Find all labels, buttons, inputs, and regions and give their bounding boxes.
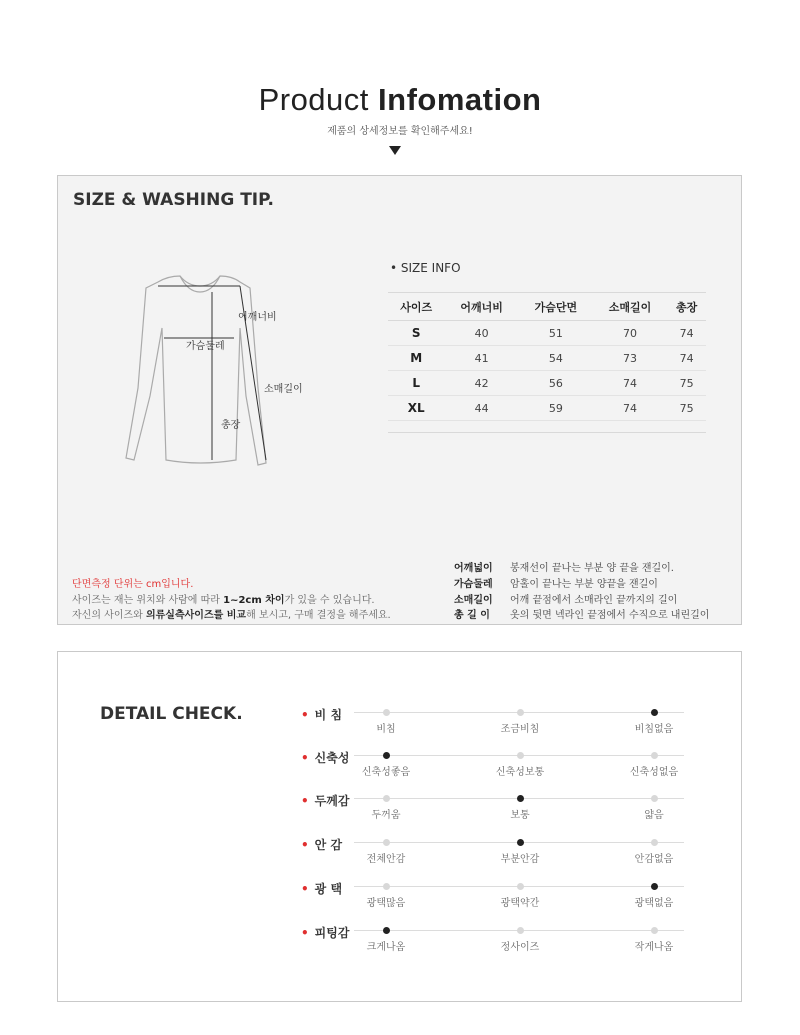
selected-dot-icon [651,709,658,716]
note-compare-c: 해 보시고, 구매 결정을 해주세요. [246,610,391,621]
bullet-icon: • [301,838,309,852]
detail-check-label-text: 비 침 [314,708,343,722]
detail-check-label [301,880,342,897]
detail-check-label [301,792,349,809]
detail-check-row [298,880,738,910]
size-table [388,292,706,421]
table-divider [388,432,706,433]
detail-check-option: 부분안감 [500,854,540,865]
detail-check-panel [57,651,742,1002]
detail-check-label-text: 신축성 [314,751,350,765]
dot-icon [651,927,658,934]
detail-check-option: 광택없음 [634,898,674,909]
page-subtitle: 제품의 상세정보를 확인해주세요! [327,126,473,137]
col-header: 총장 [667,293,706,321]
detail-check-option: 조금비침 [500,724,540,735]
table-cell: 74 [593,371,667,396]
detail-check-row [298,706,738,736]
page-title-bold: Infomation [378,82,542,117]
table-cell: 74 [593,396,667,421]
definition-label: 소매길이 [454,595,493,606]
table-cell: L [388,371,445,396]
table-cell: 75 [667,371,706,396]
detail-check-row [298,792,738,822]
selected-dot-icon [517,839,524,846]
note-variance [72,591,375,606]
definition-label: 어깨넓이 [454,563,493,574]
size-table-header-row [388,293,706,321]
detail-check-option: 보통 [510,810,530,821]
col-header: 가슴단면 [519,293,593,321]
selected-dot-icon [383,752,390,759]
bullet-icon: • [301,708,309,722]
table-row [388,396,706,421]
table-cell: 75 [667,396,706,421]
size-section-title: SIZE & WASHING TIP. [73,190,274,210]
detail-check-label [301,749,349,766]
dot-icon [651,839,658,846]
detail-check-option: 안감없음 [634,854,674,865]
table-cell: 74 [667,346,706,371]
arrow-down-icon [389,146,401,155]
detail-check-option: 광택많음 [366,898,406,909]
dot-icon [517,709,524,716]
note-unit [72,575,193,590]
detail-check-option: 신축성없음 [629,767,679,778]
note-compare-a: 자신의 사이즈와 [72,610,146,621]
table-cell: 44 [445,396,519,421]
table-cell: M [388,346,445,371]
table-cell: 74 [667,321,706,346]
table-row [388,321,706,346]
bullet-icon: • [301,751,309,765]
note-compare-b: 의류실측사이즈를 비교 [145,610,247,621]
table-cell: 56 [519,371,593,396]
detail-check-label [301,836,342,853]
note-unit-text: 단면측정 단위는 cm입니다. [72,579,194,590]
detail-check-label-text: 광 택 [314,882,343,896]
size-washing-panel [57,175,742,625]
col-header: 어깨너비 [445,293,519,321]
dot-icon [383,795,390,802]
page-title-light: Product [258,82,379,117]
detail-check-row [298,836,738,866]
dot-icon [383,839,390,846]
diagram-label-length: 총장 [221,420,241,431]
selected-dot-icon [383,927,390,934]
dot-icon [383,709,390,716]
dot-icon [517,752,524,759]
size-info-label: • SIZE INFO [390,261,461,275]
note-variance-a: 사이즈는 재는 위치와 사람에 따라 [72,595,224,606]
diagram-label-chest: 가슴둘레 [186,341,225,352]
detail-check-row [298,749,738,779]
note-compare [72,606,391,621]
page-title [0,82,800,118]
detail-check-option: 신축성보통 [495,767,545,778]
detail-check-option: 비침 [376,724,396,735]
detail-check-option: 광택약간 [500,898,540,909]
table-row [388,346,706,371]
col-header: 소매길이 [593,293,667,321]
detail-check-label-text: 피팅감 [314,926,350,940]
detail-check-label-text: 안 감 [314,838,343,852]
diagram-label-shoulder: 어깨너비 [238,312,277,323]
detail-check-option: 크게나옴 [366,942,406,953]
detail-check-option: 신축성좋음 [361,767,411,778]
detail-section-title: DETAIL CHECK. [100,704,243,724]
garment-diagram [88,268,318,478]
table-cell: XL [388,396,445,421]
detail-check-option: 전체안감 [366,854,406,865]
definition-text: 봉재선이 끝나는 부분 양 끝을 잰길이. [510,563,674,574]
definition-text: 옷의 뒷면 넥라인 끝점에서 수직으로 내린길이 [510,610,710,621]
note-variance-b: 1~2cm 차이 [223,595,285,606]
col-header: 사이즈 [388,293,445,321]
table-cell: 41 [445,346,519,371]
detail-check-option: 두꺼움 [371,810,401,821]
table-cell: S [388,321,445,346]
table-cell: 70 [593,321,667,346]
table-cell: 51 [519,321,593,346]
detail-check-label [301,924,349,941]
dot-icon [383,883,390,890]
dot-icon [651,795,658,802]
definition-text: 어깨 끝점에서 소매라인 끝까지의 길이 [510,595,678,606]
detail-check-option: 얇음 [644,810,664,821]
bullet-icon: • [301,926,309,940]
table-cell: 73 [593,346,667,371]
detail-check-option: 비침없음 [634,724,674,735]
dot-icon [517,927,524,934]
detail-check-label [301,706,342,723]
diagram-label-sleeve: 소매길이 [264,384,303,395]
detail-check-option: 정사이즈 [500,942,540,953]
bullet-icon: • [301,882,309,896]
bullet-icon: • [301,794,309,808]
table-cell: 54 [519,346,593,371]
dot-icon [517,883,524,890]
table-cell: 42 [445,371,519,396]
definition-text: 암홀이 끝나는 부분 양끝을 잰길이 [510,579,658,590]
detail-check-label-text: 두께감 [314,794,350,808]
detail-check-option: 작게나옴 [634,942,674,953]
definition-label: 가슴둘레 [454,579,493,590]
dot-icon [651,752,658,759]
detail-check-row [298,924,738,954]
selected-dot-icon [517,795,524,802]
definition-label: 총 길 이 [454,610,490,621]
table-cell: 59 [519,396,593,421]
note-variance-c: 가 있을 수 있습니다. [284,595,375,606]
table-row [388,371,706,396]
table-cell: 40 [445,321,519,346]
selected-dot-icon [651,883,658,890]
